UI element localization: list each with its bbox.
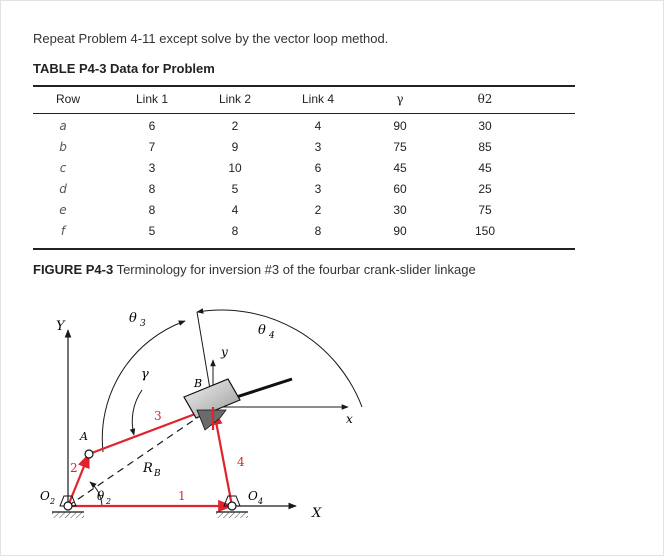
col-header-link1: Link 1 xyxy=(135,92,169,106)
link-4-vector xyxy=(214,411,232,506)
col-header-link4: Link 4 xyxy=(301,92,335,106)
cell-theta2: 85 xyxy=(478,140,492,154)
label-A: A xyxy=(80,430,88,443)
col-header-theta2: θ2 xyxy=(477,92,493,106)
label-RB-sub: B xyxy=(154,469,161,479)
cell-theta2: 75 xyxy=(478,203,492,217)
cell-link2: 5 xyxy=(231,182,239,196)
label-y: y xyxy=(221,345,228,359)
col-header-gamma: γ xyxy=(396,92,404,106)
cell-link1: 3 xyxy=(148,161,156,175)
cell-link2: 8 xyxy=(231,224,239,238)
label-theta3-sub: 3 xyxy=(140,319,146,329)
cell-link2: 9 xyxy=(231,140,239,154)
label-theta2: θ xyxy=(97,489,105,503)
cell-row: b xyxy=(59,140,67,154)
label-O2-sub: 2 xyxy=(50,497,56,506)
figure-caption-text: Terminology for inversion #3 of the fourbar crank-slider linkage xyxy=(113,262,476,277)
cell-link4: 3 xyxy=(314,182,322,196)
cell-link1: 8 xyxy=(148,203,156,217)
cell-link4: 4 xyxy=(314,119,322,133)
label-link1: 1 xyxy=(178,489,186,503)
label-O4: O xyxy=(248,489,258,503)
label-B: B xyxy=(194,377,203,390)
label-X: X xyxy=(312,506,322,521)
cell-row: d xyxy=(59,182,67,196)
cell-theta2: 30 xyxy=(478,119,492,133)
label-Y: Y xyxy=(56,319,65,334)
pin-A xyxy=(85,450,93,458)
cell-link4: 3 xyxy=(314,140,322,154)
cell-gamma: 75 xyxy=(393,140,407,154)
label-link2: 2 xyxy=(70,461,78,475)
cell-link1: 8 xyxy=(148,182,156,196)
problem-prompt: Repeat Problem 4-11 except solve by the vector loop method. xyxy=(33,31,389,46)
gamma-arc xyxy=(132,390,142,435)
label-gamma: γ xyxy=(141,367,149,382)
cell-row: f xyxy=(60,224,66,238)
label-theta2-sub: 2 xyxy=(106,497,112,506)
cell-link4: 2 xyxy=(314,203,322,217)
slider-block xyxy=(184,379,240,430)
cell-link2: 4 xyxy=(231,203,239,217)
cell-link1: 6 xyxy=(148,119,156,133)
cell-row: e xyxy=(59,203,67,217)
link-3-vector xyxy=(89,408,211,454)
cell-link2: 10 xyxy=(228,161,242,175)
cell-link4: 8 xyxy=(314,224,322,238)
col-header-row: Row xyxy=(55,92,81,106)
label-link4: 4 xyxy=(237,455,245,469)
label-theta3: θ xyxy=(129,311,137,326)
label-link3: 3 xyxy=(154,409,162,423)
figure-caption-label: FIGURE P4-3 xyxy=(33,262,114,277)
cell-row: c xyxy=(59,161,67,175)
label-RB: R xyxy=(143,461,153,476)
cell-link1: 5 xyxy=(148,224,156,238)
cell-link1: 7 xyxy=(148,140,156,154)
cell-gamma: 90 xyxy=(393,224,407,238)
cell-row: a xyxy=(59,119,67,133)
label-O4-sub: 4 xyxy=(258,497,264,506)
cell-link2: 2 xyxy=(231,119,239,133)
cell-link4: 6 xyxy=(314,161,322,175)
label-theta4-sub: 4 xyxy=(269,331,275,341)
cell-theta2: 45 xyxy=(478,161,492,175)
cell-theta2: 150 xyxy=(474,224,496,238)
label-O2: O xyxy=(40,489,50,503)
table-title: TABLE P4-3 Data for Problem xyxy=(33,61,215,76)
label-x: x xyxy=(346,412,353,426)
cell-gamma: 90 xyxy=(393,119,407,133)
cell-gamma: 45 xyxy=(393,161,407,175)
col-header-link2: Link 2 xyxy=(218,92,252,106)
cell-theta2: 25 xyxy=(478,182,492,196)
cell-gamma: 30 xyxy=(393,203,407,217)
label-theta4: θ xyxy=(258,323,266,338)
cell-gamma: 60 xyxy=(393,182,407,196)
